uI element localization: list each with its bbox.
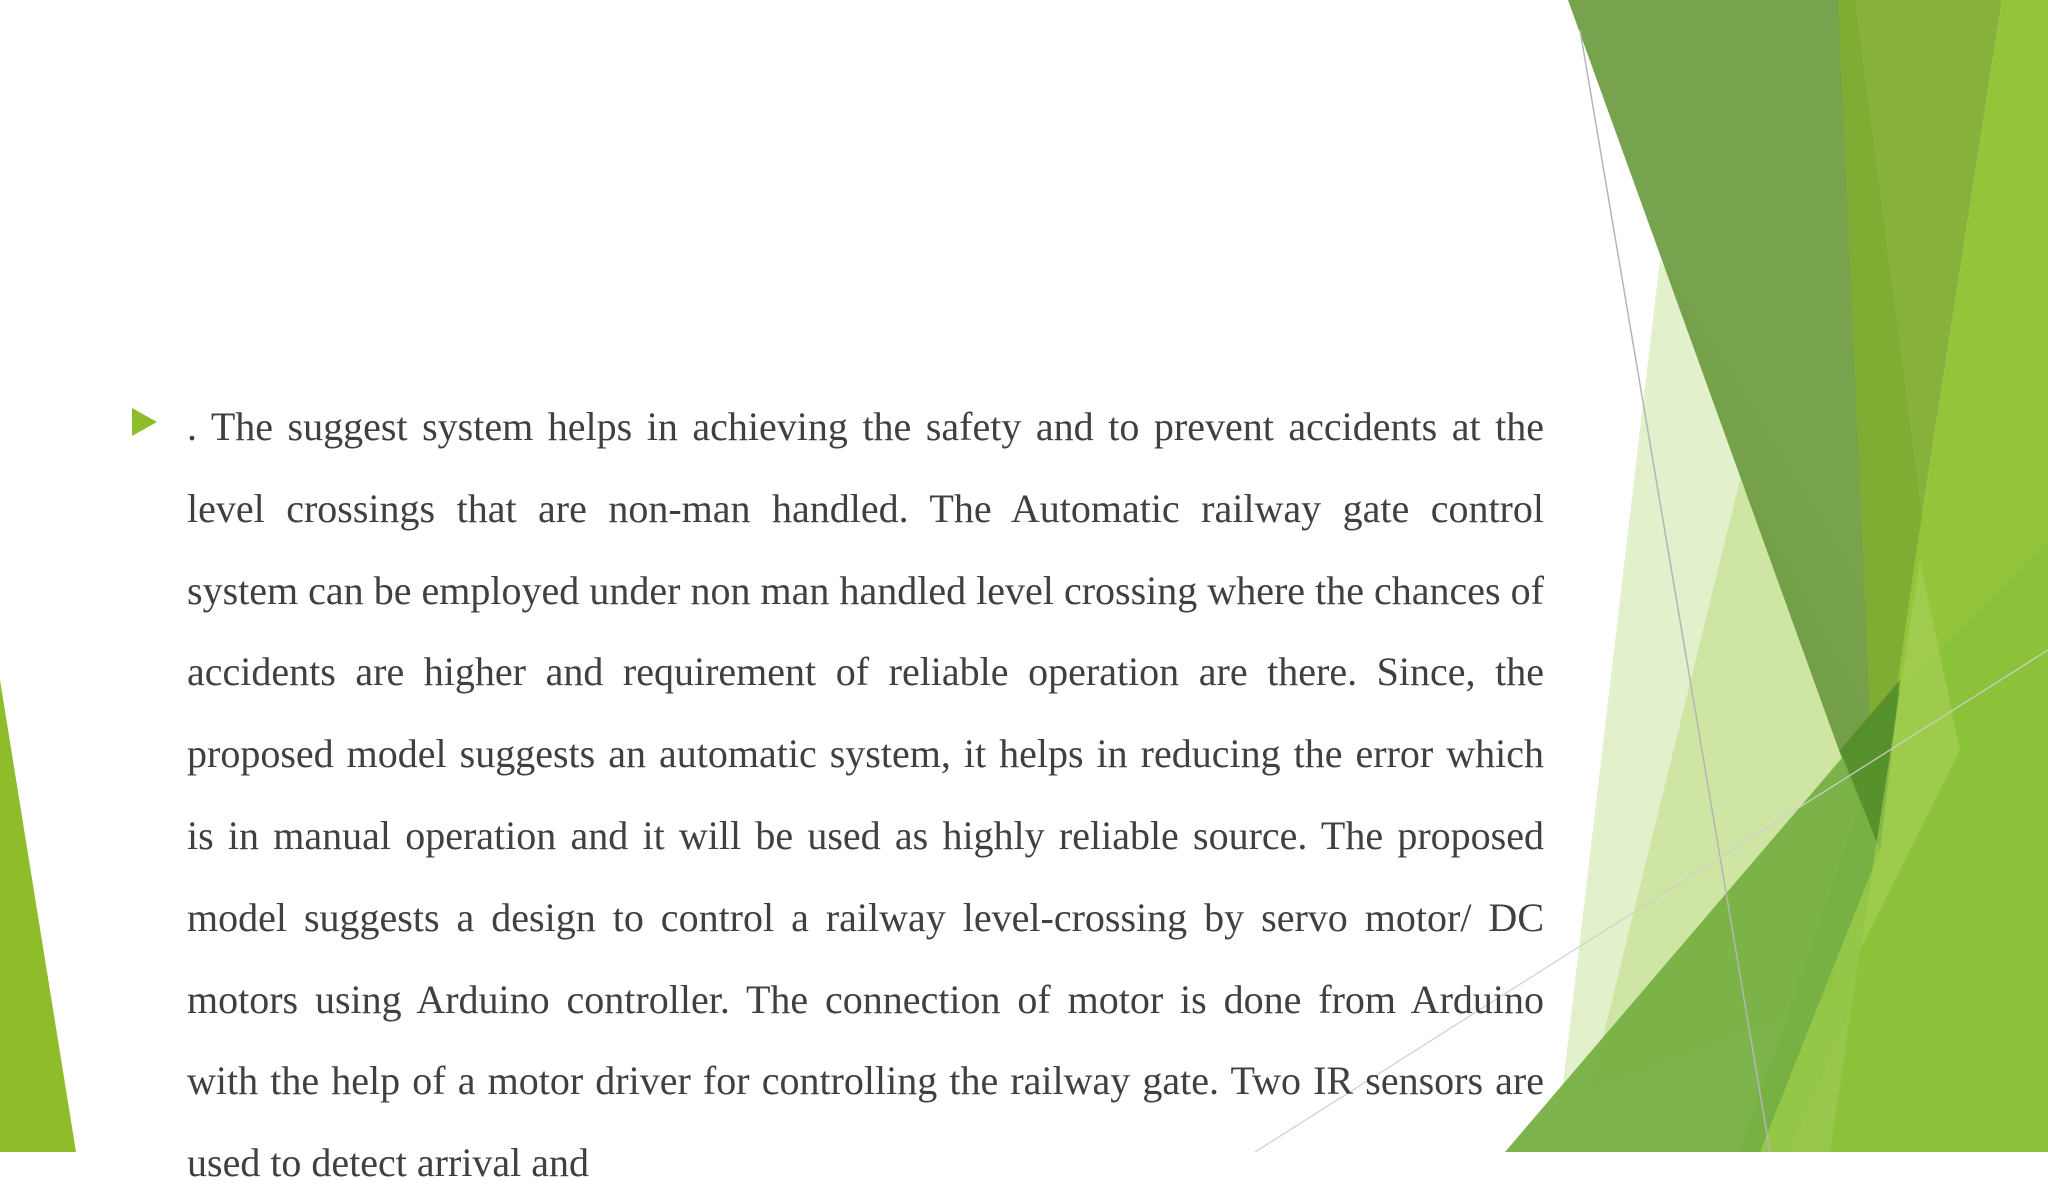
content-area: [128, 386, 1544, 1186]
bullet-item: [128, 386, 1544, 1204]
bullet-arrow-icon: [132, 408, 157, 436]
left-green-shape: [0, 680, 76, 1152]
bullet-text: . The suggest system helps in achieving the safety and to prevent accidents at the level crossings that are non-man handled. The Automatic railway gate control system can be employed under non man handled level crossing where the chances of accidents are higher and requirement of reliable operation are there. Since, the proposed model suggests an automatic system, it helps in reducing the error which is in manual operation and it will be used as highly reliable source. The proposed model suggests a design to control a railway level-crossing by servo motor/ DC motors using Arduino controller. The connection of motor is done from Arduino with the help of a motor driver for controlling the railway gate. Two IR sensors are used to detect arrival and: [187, 404, 1544, 1186]
